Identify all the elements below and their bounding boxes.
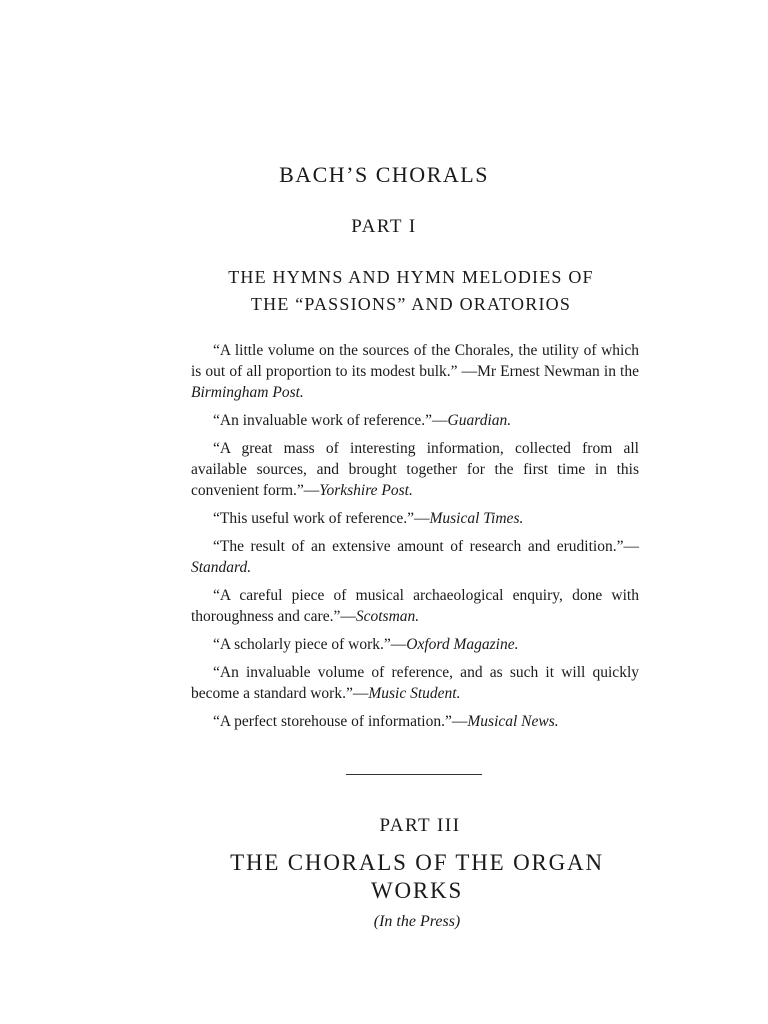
part-one-label: PART I [351, 216, 417, 237]
press-quote [191, 508, 639, 529]
quote-text: “An invaluable work of reference.”— [213, 412, 448, 429]
section-divider [346, 774, 482, 775]
book-title: BACH’S CHORALS [279, 162, 489, 187]
press-quote [191, 634, 639, 655]
press-quote [191, 536, 639, 578]
quote-source: Oxford Magazine. [406, 636, 519, 653]
part-three-title-line1: THE CHORALS OF THE ORGAN [230, 850, 604, 875]
press-quote [191, 662, 639, 704]
quote-source: Music Student. [368, 685, 461, 702]
part-three-status: (In the Press) [373, 913, 461, 930]
press-quote [191, 438, 639, 501]
quote-text: “A perfect storehouse of information.”— [213, 713, 468, 730]
quote-source: Musical News. [467, 713, 559, 730]
quote-text: “A careful piece of musical archaeological enquiry, done with thoroughness and care.”— [191, 587, 639, 625]
press-quote [191, 711, 639, 732]
quote-source: Yorkshire Post. [319, 482, 413, 499]
press-quote [191, 410, 639, 431]
press-quote [191, 340, 639, 403]
part-three-title [0, 849, 768, 905]
quote-source: Musical Times. [429, 510, 524, 527]
quote-text: “The result of an extensive amount of research and erudition.”— [213, 538, 639, 555]
quote-text: “An invaluable volume of reference, and as such it will quickly become a standard work.”— [191, 664, 639, 702]
quote-text: “A scholarly piece of work.”— [213, 636, 407, 653]
quote-text: “A little volume on the sources of the Chorales, the utility of which is out of all proportion to its modest bulk.” —Mr Ernest Newman in the [191, 342, 639, 380]
quote-source: Standard. [191, 559, 252, 576]
quote-text: “A great mass of interesting information, collected from all available sources, and brought together for the first time in this convenient form.”— [191, 440, 639, 499]
quote-source: Birmingham Post. [191, 384, 304, 401]
part-one-subtitle-line1: THE HYMNS AND HYMN MELODIES OF [228, 267, 594, 287]
quote-source: Guardian. [447, 412, 512, 429]
press-quotes [191, 340, 639, 739]
part-three-label: PART III [379, 815, 461, 836]
quote-source: Scotsman. [355, 608, 420, 625]
part-three-title-line2: WORKS [370, 878, 464, 903]
quote-text: “This useful work of reference.”— [213, 510, 430, 527]
part-one-subtitle-line2: THE “PASSIONS” AND ORATORIOS [250, 294, 572, 314]
part-one-subtitle [0, 264, 768, 318]
press-quote [191, 585, 639, 627]
